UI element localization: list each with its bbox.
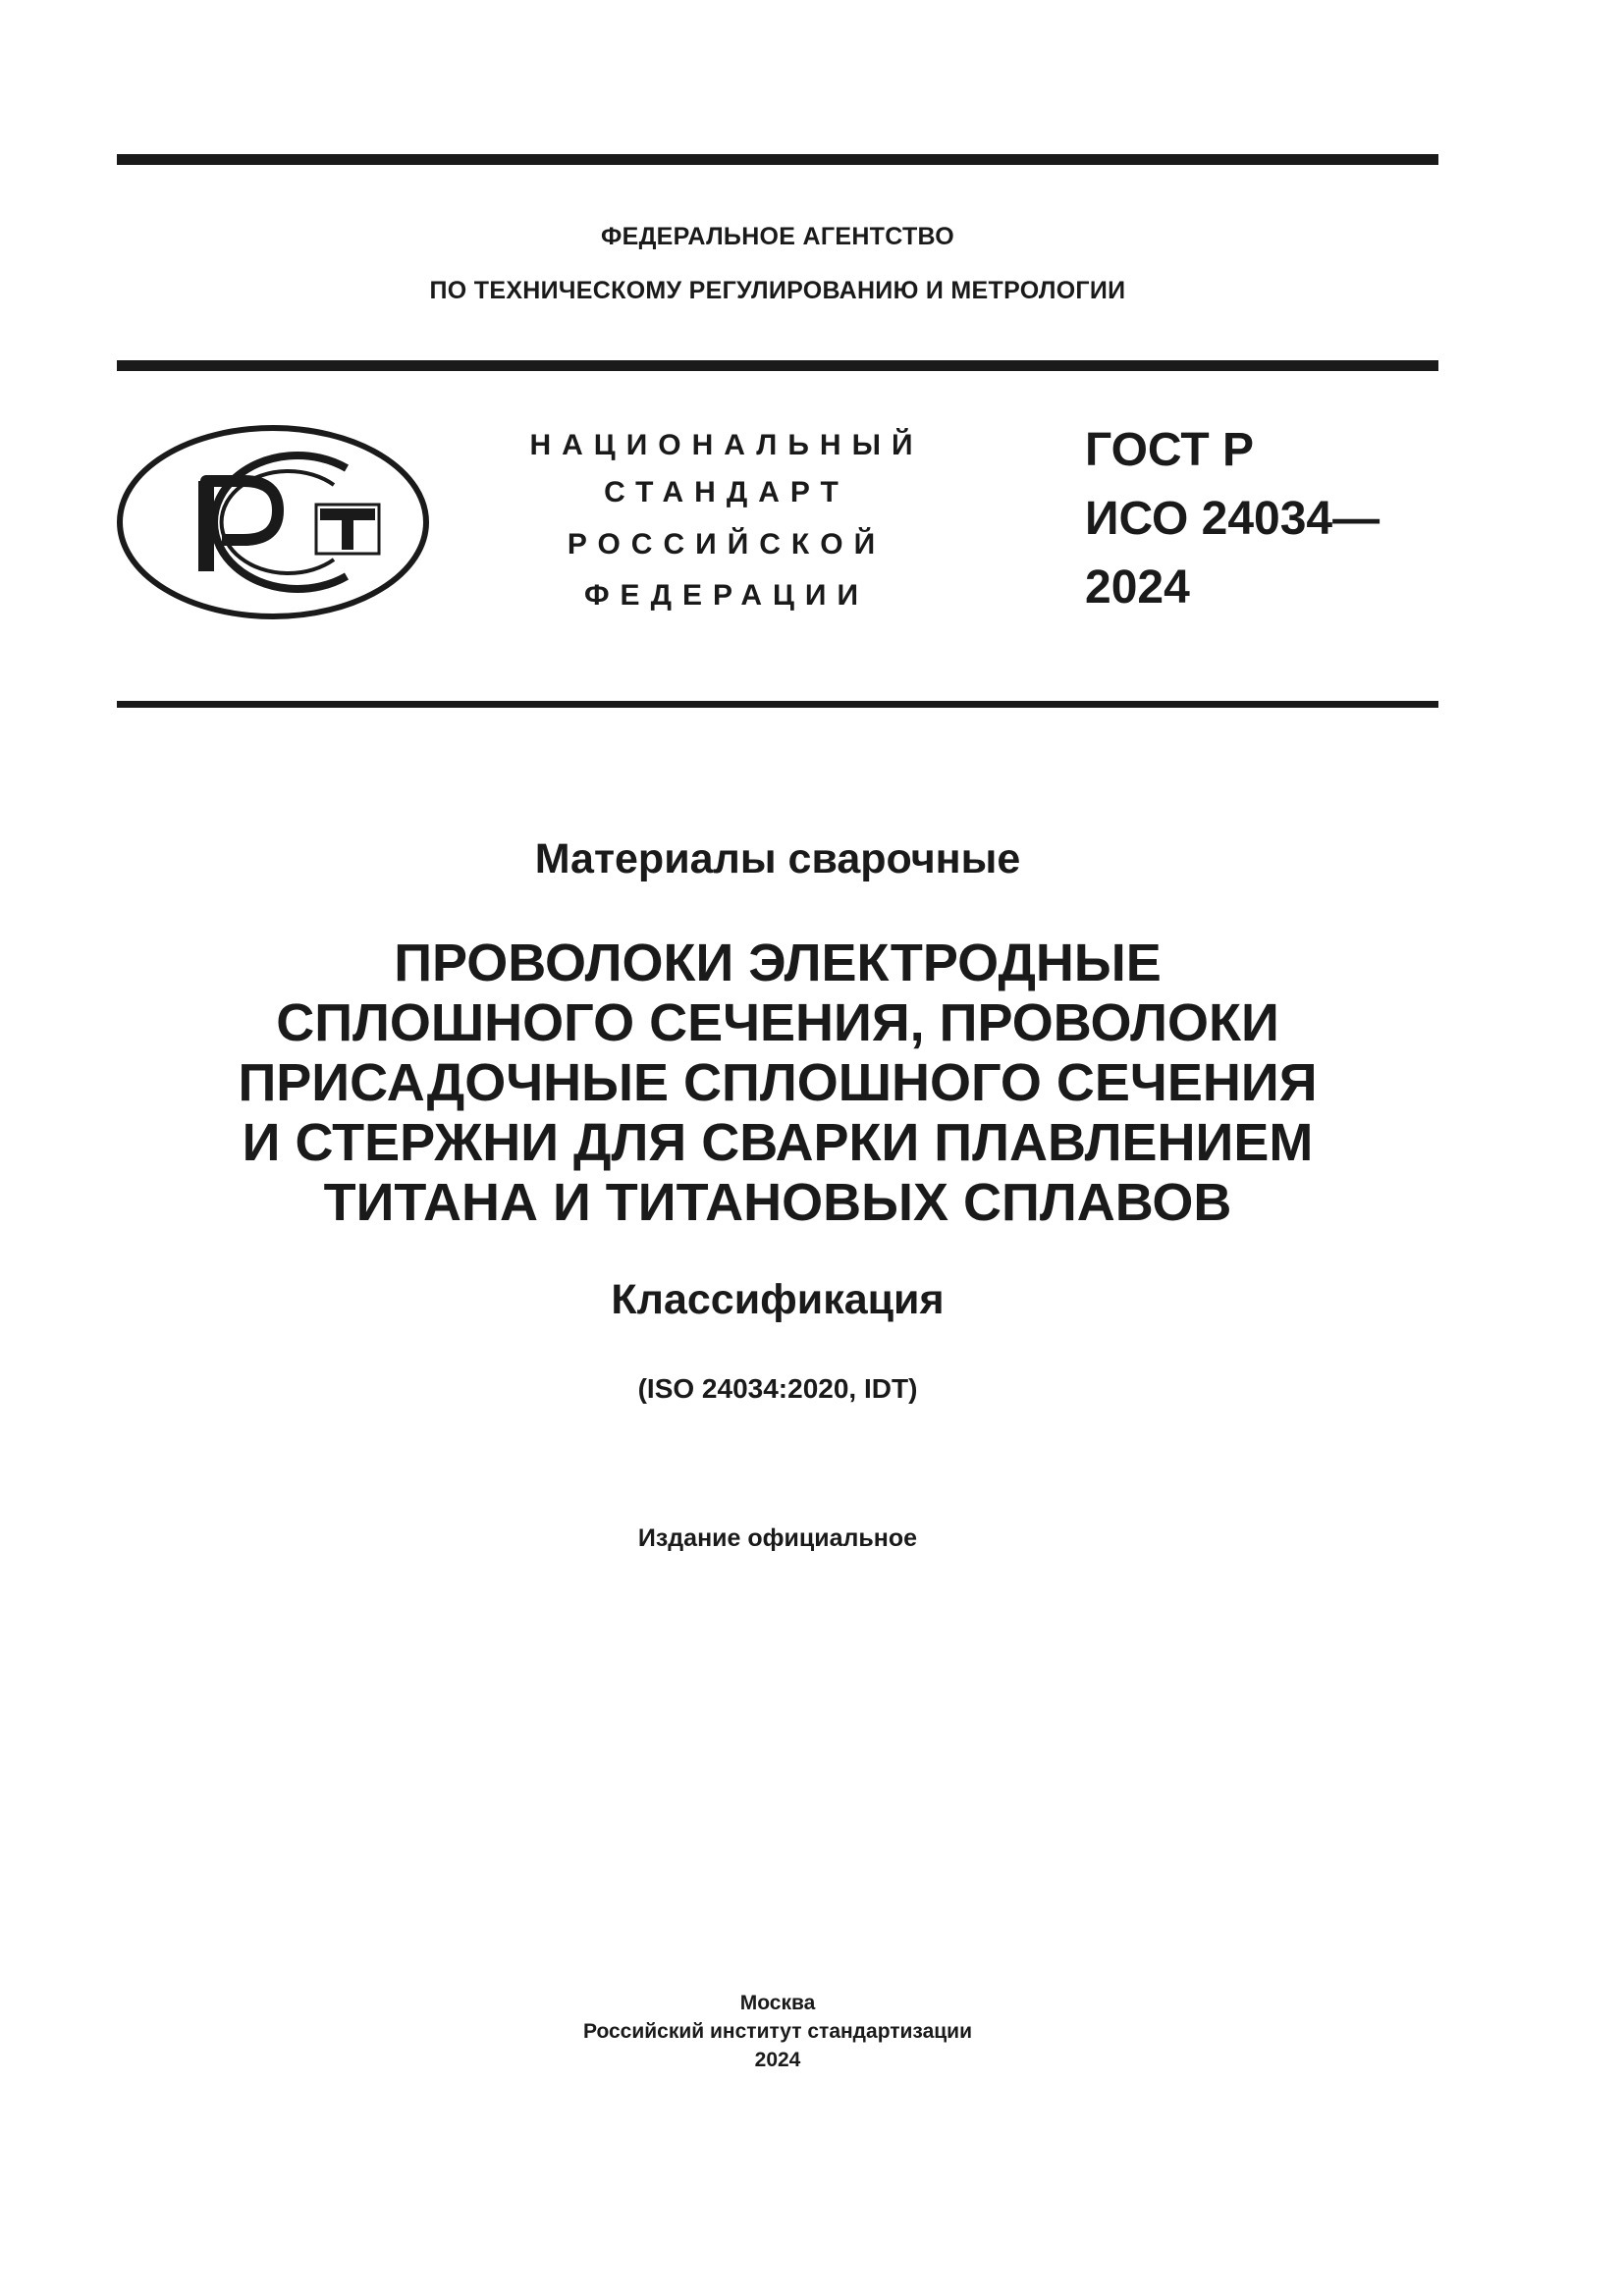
main-title xyxy=(117,934,1438,1233)
title-sub: Классификация xyxy=(611,1276,945,1323)
imprint xyxy=(117,1989,1438,2074)
national-standard-line-4: ФЕДЕРАЦИИ xyxy=(583,579,870,612)
edition-note: Издание официальное xyxy=(637,1524,918,1552)
main-title-line: СПЛОШНОГО СЕЧЕНИЯ, ПРОВОЛОКИ xyxy=(276,993,1279,1052)
imprint-year: 2024 xyxy=(754,2049,801,2071)
logo-section-rule xyxy=(117,701,1438,708)
main-title-line: ТИТАНА И ТИТАНОВЫХ СПЛАВОВ xyxy=(323,1173,1232,1232)
imprint-publisher: Российский институт стандартизации xyxy=(582,2020,973,2043)
agency-line-2: ПО ТЕХНИЧЕСКОМУ РЕГУЛИРОВАНИЮ И МЕТРОЛОГИИ xyxy=(429,277,1126,304)
national-standard-line-1: НАЦИОНАЛЬНЫЙ xyxy=(529,429,924,461)
header-rule xyxy=(117,360,1438,371)
iso-reference: (ISO 24034:2020, IDT) xyxy=(637,1373,918,1404)
designation-line-2: ИСО 24034— xyxy=(1085,493,1380,545)
agency-line-1: ФЕДЕРАЛЬНОЕ АГЕНТСТВО xyxy=(600,223,955,250)
rst-logo-icon xyxy=(116,424,430,620)
designation-line-3: 2024 xyxy=(1085,561,1190,614)
title-group: Материалы сварочные xyxy=(534,835,1021,882)
main-title-line: ПРИСАДОЧНЫЕ СПЛОШНОГО СЕЧЕНИЯ xyxy=(238,1053,1318,1112)
main-title-line: И СТЕРЖНИ ДЛЯ СВАРКИ ПЛАВЛЕНИЕМ xyxy=(242,1113,1314,1172)
national-standard-line-3: РОССИЙСКОЙ xyxy=(567,528,887,561)
top-rule xyxy=(117,154,1438,165)
imprint-city: Москва xyxy=(739,1992,816,2014)
national-standard-line-2: СТАНДАРТ xyxy=(604,476,849,508)
main-title-line: ПРОВОЛОКИ ЭЛЕКТРОДНЫЕ xyxy=(394,934,1162,992)
designation-line-1: ГОСТ Р xyxy=(1085,424,1255,476)
